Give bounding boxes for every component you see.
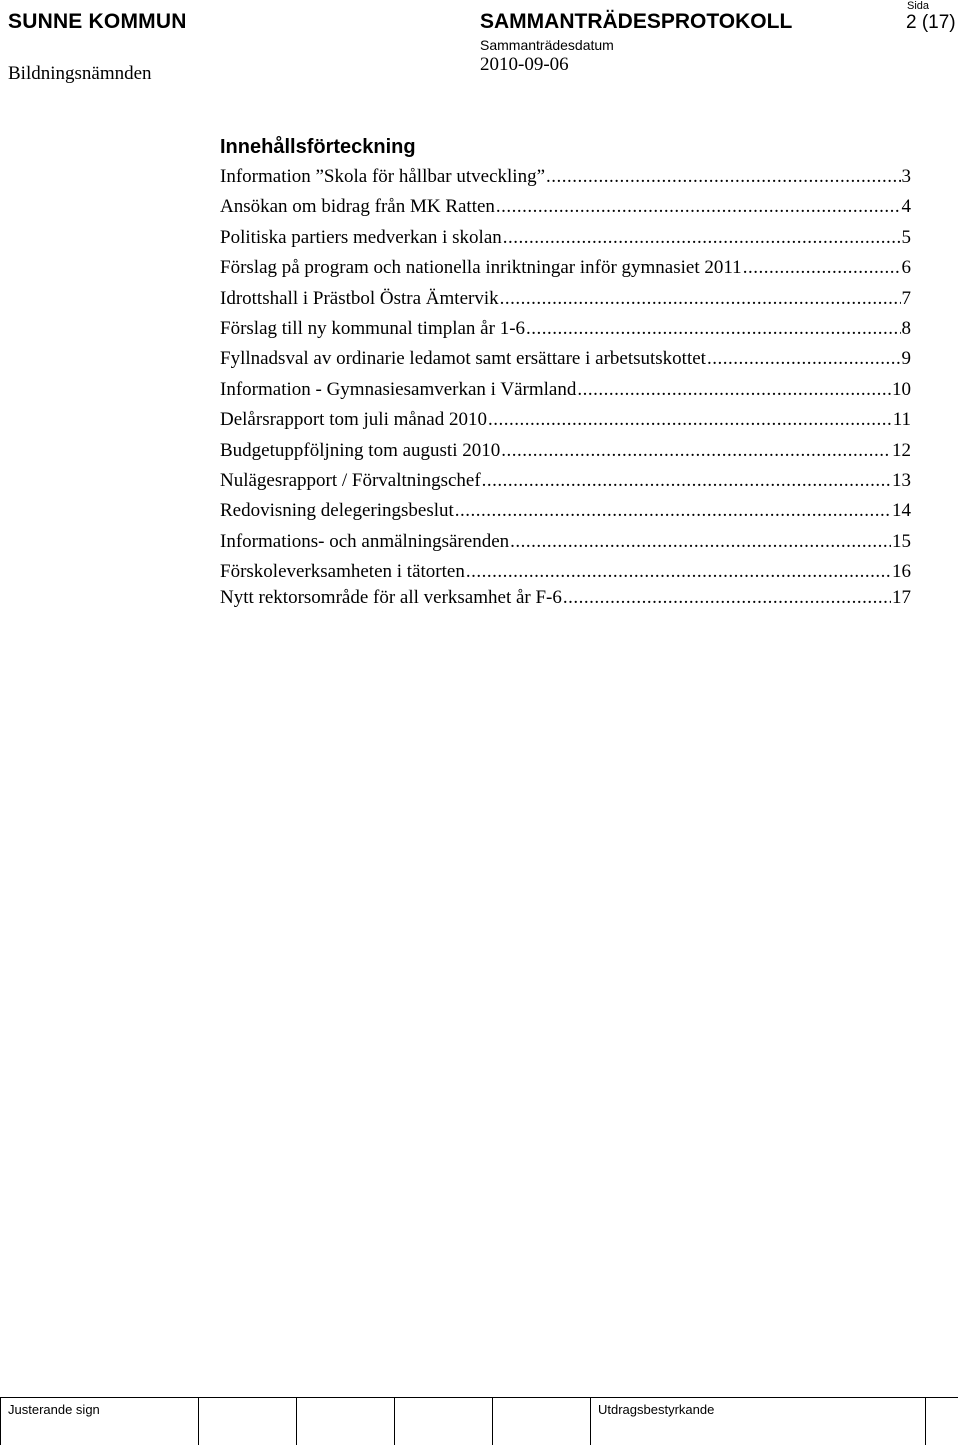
toc-entry-title: Förslag på program och nationella inriktningar inför gymnasiet 2011	[220, 257, 742, 279]
signature-footer	[0, 1397, 958, 1445]
signature-cell-label	[0, 1398, 199, 1445]
toc-leader	[707, 348, 901, 370]
toc-entry-title: Nytt rektorsområde för all verksamhet år F-6	[220, 587, 562, 609]
toc-entry-page: 13	[892, 469, 911, 491]
toc-entry[interactable]	[220, 470, 911, 500]
toc-entry-title: Politiska partiers medverkan i skolan	[220, 226, 502, 248]
toc-leader	[455, 500, 891, 522]
toc-leader	[482, 470, 891, 492]
toc-entry-title: Förslag till ny kommunal timplan år 1-6	[220, 317, 526, 339]
signature-box	[198, 1398, 297, 1445]
toc-entry-page: 12	[892, 439, 911, 461]
toc-entry[interactable]	[220, 379, 911, 409]
utdragsbestyrkande-label: Utdragsbestyrkande	[598, 1402, 715, 1417]
toc-entry[interactable]	[220, 166, 911, 196]
toc-entry-title: Ansökan om bidrag från MK Ratten	[220, 196, 495, 218]
toc-entry-page: 3	[901, 166, 911, 187]
signature-box	[492, 1398, 591, 1445]
toc-entry[interactable]	[220, 288, 911, 318]
toc-entry[interactable]	[220, 409, 911, 439]
toc-leader	[510, 531, 891, 553]
toc-entry[interactable]	[220, 348, 911, 378]
toc-entry-title: Redovisning delegeringsbeslut	[220, 500, 454, 522]
toc-entry-title: Budgetuppföljning tom augusti 2010	[220, 439, 501, 461]
toc-entry-page: 11	[892, 409, 911, 431]
toc-entry-title: Information - Gymnasiesamverkan i Värmland	[220, 378, 577, 400]
toc-leader	[526, 318, 900, 340]
toc-leader	[577, 379, 891, 401]
meeting-date-value: 2010-09-06	[480, 54, 569, 75]
toc-leader	[500, 288, 901, 310]
toc-entry-title: Informations- och anmälningsärenden	[220, 530, 510, 552]
table-of-contents	[220, 166, 911, 613]
toc-entry-page: 5	[901, 226, 911, 248]
toc-leader	[546, 166, 900, 188]
toc-entry[interactable]	[220, 318, 911, 348]
toc-entry-page: 4	[901, 196, 911, 218]
toc-entry-page: 7	[901, 287, 911, 309]
toc-entry-page: 16	[892, 561, 911, 583]
board-name: Bildningsnämnden	[8, 63, 152, 84]
document-type: SAMMANTRÄDESPROTOKOLL	[480, 10, 793, 33]
toc-leader	[501, 440, 891, 462]
toc-entry-page: 6	[901, 257, 911, 279]
toc-entry[interactable]	[220, 500, 911, 530]
extract-certified-cell	[590, 1398, 926, 1445]
toc-entry-page: 8	[901, 317, 911, 339]
toc-leader	[503, 227, 901, 249]
toc-entry-page: 17	[892, 587, 911, 609]
justerande-sign-label: Justerande sign	[8, 1402, 100, 1417]
page-label: Sida	[907, 0, 930, 12]
toc-entry-page: 10	[892, 378, 911, 400]
toc-entry-title: Information ”Skola för hållbar utveckling”	[220, 166, 546, 187]
toc-entry[interactable]	[220, 227, 911, 257]
toc-entry-title: Delårsrapport tom juli månad 2010	[220, 409, 487, 431]
toc-entry-title: Förskoleverksamheten i tätorten	[220, 561, 465, 583]
toc-title: Innehållsförteckning	[220, 136, 416, 158]
toc-leader	[488, 409, 892, 431]
toc-entry[interactable]	[220, 196, 911, 226]
meeting-date-label: Sammanträdesdatum	[480, 37, 614, 53]
toc-leader	[466, 561, 891, 583]
toc-entry[interactable]	[220, 257, 911, 287]
signature-box	[296, 1398, 395, 1445]
toc-entry-title: Nulägesrapport / Förvaltningschef	[220, 469, 481, 491]
signature-box	[394, 1398, 493, 1445]
toc-entry[interactable]	[220, 587, 911, 613]
toc-entry-page: 14	[892, 500, 911, 522]
organization-name: SUNNE KOMMUN	[8, 10, 187, 33]
toc-entry-page: 9	[901, 348, 911, 370]
page-number: 2 (17)	[906, 12, 956, 33]
toc-entry[interactable]	[220, 531, 911, 561]
toc-entry[interactable]	[220, 440, 911, 470]
toc-entry-title: Fyllnadsval av ordinarie ledamot samt ersättare i arbetsutskottet	[220, 348, 706, 370]
toc-leader	[563, 587, 891, 609]
toc-leader	[743, 257, 901, 279]
toc-entry-page: 15	[892, 530, 911, 552]
toc-entry-title: Idrottshall i Prästbol Östra Ämtervik	[220, 287, 499, 309]
toc-leader	[496, 196, 901, 218]
